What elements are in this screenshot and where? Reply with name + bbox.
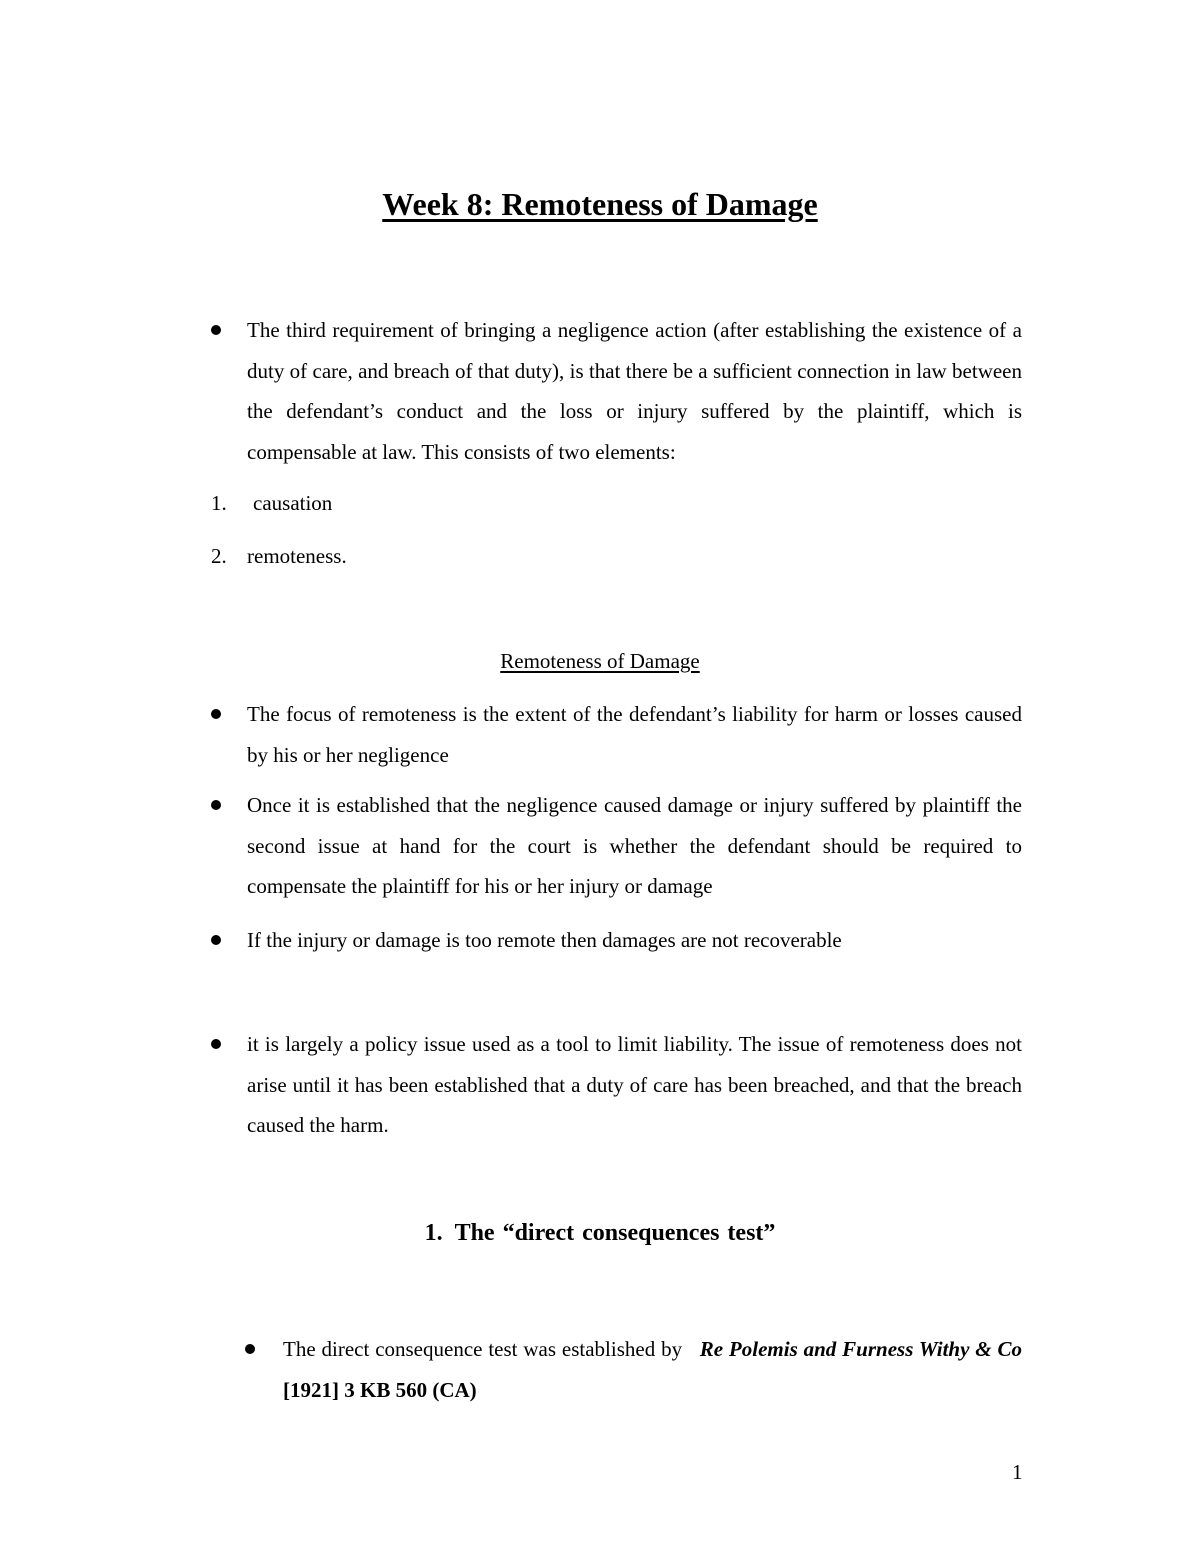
list-item-causation: causation (253, 491, 333, 515)
case-citation: [1921] 3 KB 560 (CA) (283, 1377, 477, 1402)
list-item-number: 2. (211, 544, 227, 568)
section-heading-direct-consequences (0, 1212, 1200, 1254)
case-name: Re Polemis and Furness Withy & Co (699, 1337, 1023, 1361)
bullet-icon (211, 800, 221, 810)
section-number: 1. (424, 1220, 443, 1246)
page-number: 1 (1012, 1460, 1023, 1484)
list-item-number: 1. (211, 491, 227, 515)
remoteness-bullet-once-established: Once it is established that the negligence caused damage or injury suffered by plaintiff the second issue at hand for the court is whether the defendant should be required to compensate the plaintiff for his or her injury or damage (247, 793, 1022, 899)
bullet-icon (245, 1344, 255, 1354)
list-item-remoteness: remoteness. (247, 544, 347, 568)
intro-paragraph: The third requirement of bringing a negligence action (after establishing the existence of a duty of care, and breach of that duty), is that there be a sufficient connection in law between the defendant’s conduct and the loss or injury suffered by the plaintiff, which is compensable at law. This consists of two elements: (247, 318, 1022, 464)
remoteness-bullet-too-remote: If the injury or damage is too remote then damages are not recoverable (247, 928, 842, 952)
page-title: Week 8: Remoteness of Damage (382, 186, 818, 222)
bullet-icon (211, 1039, 221, 1049)
direct-consequence-intro: The direct consequence test was established by (283, 1337, 683, 1361)
bullet-icon (211, 935, 221, 945)
section-title: The “direct consequences test” (454, 1220, 776, 1246)
direct-consequence-paragraph (283, 1329, 1022, 1410)
remoteness-bullet-focus: The focus of remoteness is the extent of the defendant’s liability for harm or losses caused by his or her negligence (247, 702, 1022, 767)
section-heading-remoteness: Remoteness of Damage (500, 649, 700, 673)
bullet-icon (211, 325, 221, 335)
remoteness-bullet-policy-issue: it is largely a policy issue used as a tool to limit liability. The issue of remoteness does not arise until it has been established that a duty of care has been breached, and that the breach caused the harm. (247, 1032, 1022, 1138)
bullet-icon (211, 709, 221, 719)
